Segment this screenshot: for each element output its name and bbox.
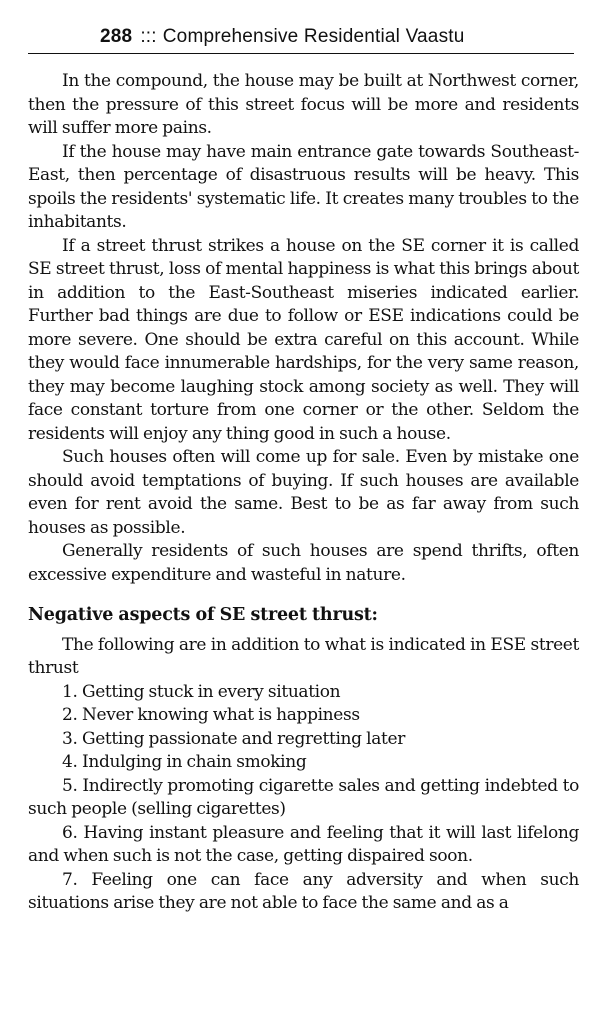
list-item: 1. Getting stuck in every situation [62, 681, 341, 702]
list-item: 6. Having instant pleasure and feeling that it will last lifelong and when such is not the case, getting dispaired soon. [28, 822, 579, 866]
book-title: Comprehensive Residential Vaastu [162, 26, 465, 47]
list-item: 7. Feeling one can face any adversity and when such situations arise they are not able to face the same and as a [28, 869, 579, 913]
page-body [28, 70, 579, 916]
running-header [28, 22, 574, 52]
header-separator: ::: [140, 26, 157, 47]
paragraph: Generally residents of such houses are spend thrifts, often excessive expenditure and wasteful in nature. [28, 541, 579, 585]
page-number: 288 [100, 26, 133, 47]
list-item: 3. Getting passionate and regretting later [62, 728, 405, 749]
list-item: 5. Indirectly promoting cigarette sales and getting indebted to such people (selling cigarettes) [28, 775, 579, 819]
paragraph: In the compound, the house may be built at Northwest corner, then the pressure of this street focus will be more and residents will suffer more pains. [28, 71, 579, 138]
section-intro: The following are in addition to what is indicated in ESE street thrust [28, 634, 579, 678]
paragraph: Such houses often will come up for sale. Even by mistake one should avoid temptations of buying. If such houses are available even for rent avoid the same. Best to be as far away from such houses as possible. [28, 447, 579, 538]
section-heading: Negative aspects of SE street thrust: [28, 605, 378, 625]
header-rule [28, 53, 574, 54]
paragraph: If the house may have main entrance gate towards Southeast-East, then percentage of disastruous results will be heavy. This spoils the residents' systematic life. It creates many troubles to the inhabitants. [28, 141, 579, 232]
list-item: 2. Never knowing what is happiness [62, 705, 360, 725]
paragraph: If a street thrust strikes a house on the SE corner it is called SE street thrust, loss of mental happiness is what this brings about in addition to the East-Southeast miseries indicated earlier. Further bad things are due to follow or ESE indications could be more severe. One should be extra careful on this account. While they would face innumerable hardships, for the very same reason, they may become laughing stock among society as well. They will face constant torture from one corner or the other. Seldom the residents will enjoy any thing good in such a house. [28, 235, 579, 444]
list-item: 4. Indulging in chain smoking [62, 752, 307, 772]
